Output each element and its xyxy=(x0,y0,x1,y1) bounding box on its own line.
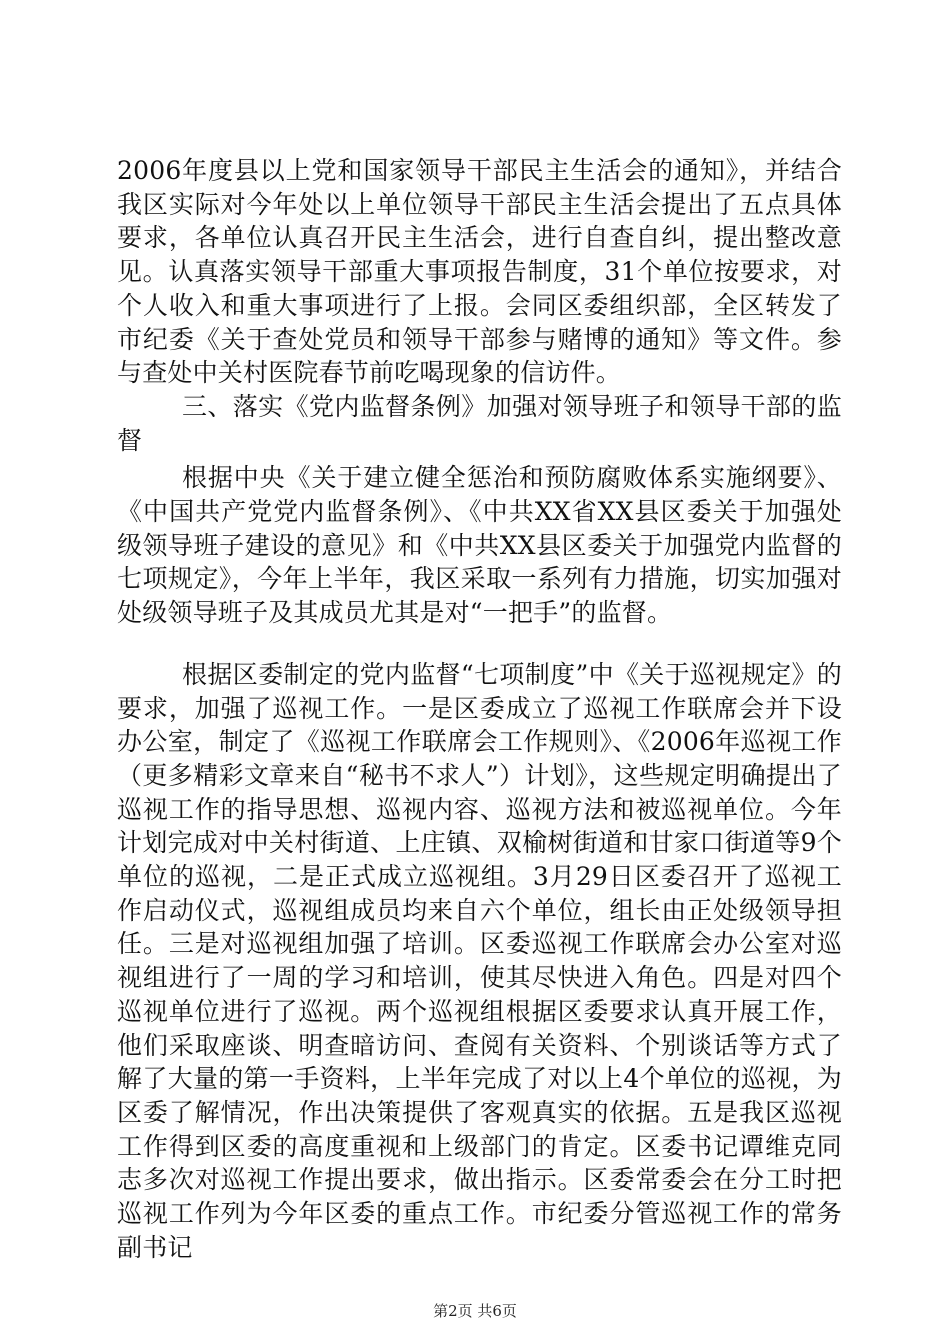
page-number-footer: 第2页 共6页 xyxy=(433,1302,517,1320)
paragraph-democratic-life-meeting: 2006年度县以上党和国家领导干部民主生活会的通知》，并结合我区实际对今年处以上单位领导干部民主生活会提出了五点具体要求，各单位认真召开民主生活会，进行自查自纠，提出整改意见。认真落实领导干部重大事项报告制度，31个单位按要求，对个人收入和重大事项进行了上报。会同区委组织部，全区转发了市纪委《关于查处党员和领导干部参与赌博的通知》等文件。参与查处中关村医院春节前吃喝现象的信访件。 xyxy=(117,156,842,388)
paragraph-spacer xyxy=(117,630,842,658)
document-body xyxy=(117,154,842,1265)
paragraph-supervision-regulations: 根据中央《关于建立健全惩治和预防腐败体系实施纲要》、《中国共产党党内监督条例》、《中共XX省XX县区委关于加强处级领导班子建设的意见》和《中共XX县区委关于加强党内监督的七项规定》，今年上半年，我区采取一系列有力措施，切实加强对处级领导班子及其成员尤其是对“一把手”的监督。 xyxy=(117,463,842,628)
section-heading-party-supervision: 三、落实《党内监督条例》加强对领导班子和领导干部的监督 xyxy=(117,391,842,455)
paragraph-inspection-work: 根据区委制定的党内监督“七项制度”中《关于巡视规定》的要求，加强了巡视工作。一是区委成立了巡视工作联席会并下设办公室，制定了《巡视工作联席会工作规则》、《2006年巡视工作（更多精彩文章来自“秘书不求人”）计划》，这些规定明确提出了巡视工作的指导思想、巡视内容、巡视方法和被巡视单位。今年计划完成对中关村街道、上庄镇、双榆树街道和甘家口街道等9个单位的巡视，二是正式成立巡视组。3月29日区委召开了巡视工作启动仪式，巡视组成员均来自六个单位，组长由正处级领导担任。三是对巡视组加强了培训。区委巡视工作联席会办公室对巡视组进行了一周的学习和培训，使其尽快进入角色。四是对四个巡视单位进行了巡视。两个巡视组根据区委要求认真开展工作，他们采取座谈、明查暗访问、查阅有关资料、个别谈话等方式了解了大量的第一手资料，上半年完成了对以上4个单位的巡视，为区委了解情况，作出决策提供了客观真实的依据。五是我区巡视工作得到区委的高度重视和上级部门的肯定。区委书记谭维克同志多次对巡视工作提出要求，做出指示。区委常委会在分工时把巡视工作列为今年区委的重点工作。市纪委分管巡视工作的常务副书记 xyxy=(117,659,842,1262)
